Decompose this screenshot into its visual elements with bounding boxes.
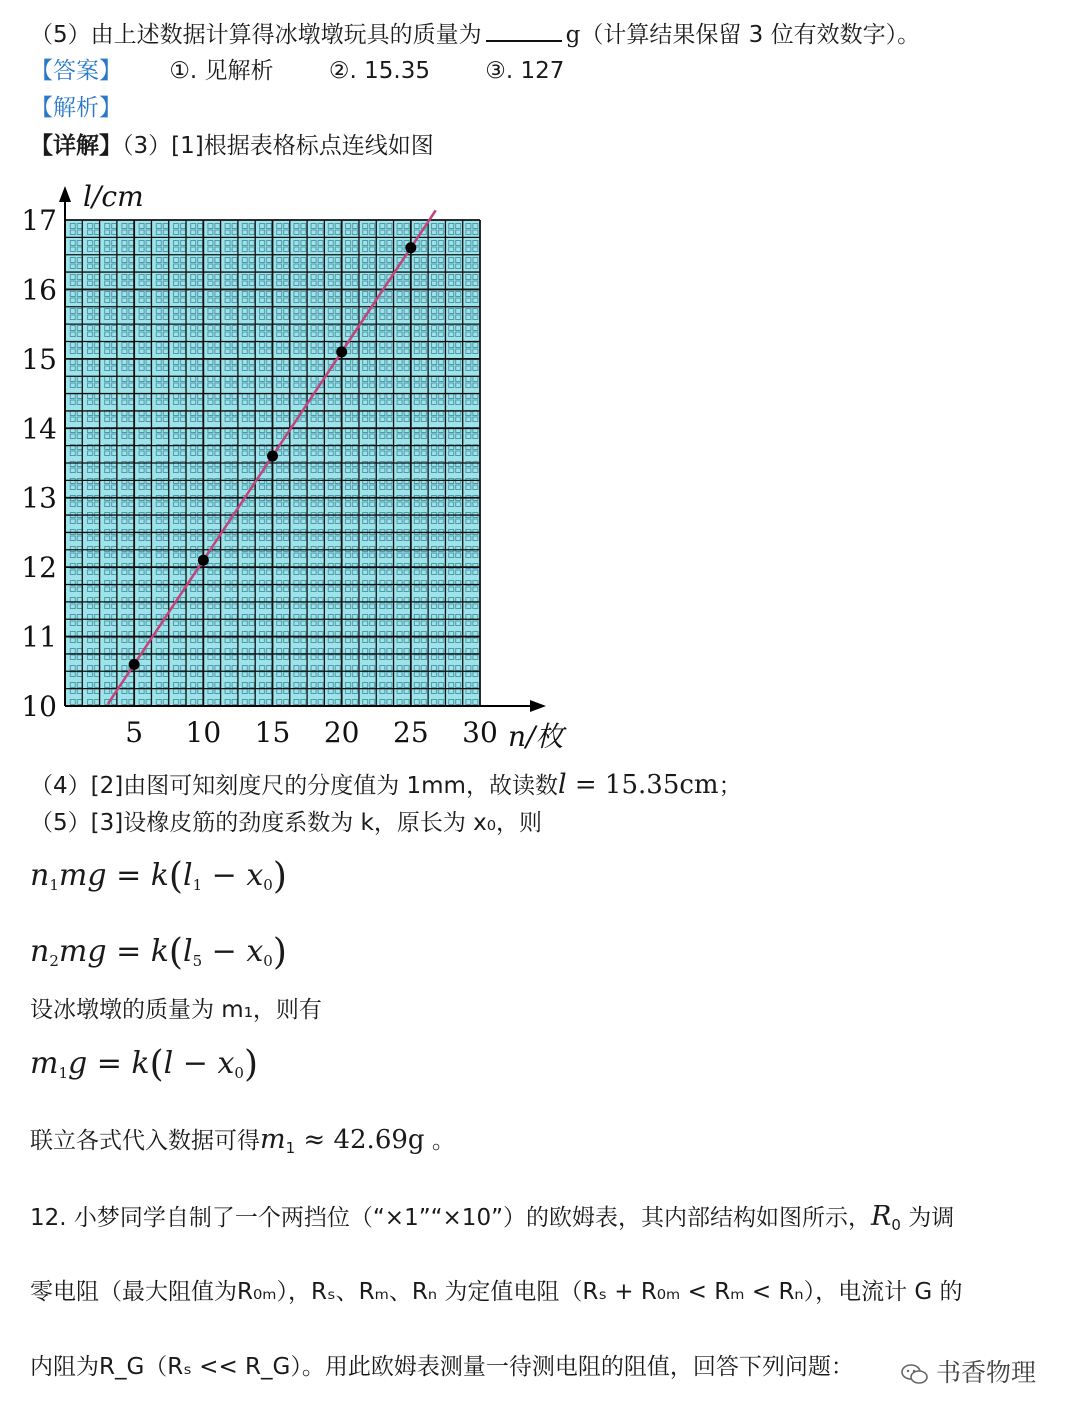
result-text: 联立各式代入数据可得 [30, 1128, 260, 1154]
equation-2 [30, 932, 287, 973]
eq1-x-sub: 0 [263, 876, 273, 894]
x-tick-label: 5 [125, 716, 144, 749]
q12-line-3: 内阻为R_G（Rₛ << R_G）。用此欧姆表测量一待测电阻的阻值，回答下列问题： [30, 1354, 854, 1380]
eq2-open: ( [168, 932, 183, 973]
detail-line [30, 131, 434, 161]
reading-value: = 15.35cm [566, 770, 719, 800]
x-tick-label: 15 [254, 716, 291, 749]
y-tick-label: 12 [21, 551, 57, 585]
eq3-minus-x: − x [173, 1046, 235, 1081]
q12-line-1 [30, 1202, 954, 1240]
q5-suffix: （计算结果保留 3 位有效数字）。 [580, 22, 921, 48]
eq3-open: ( [149, 1044, 164, 1085]
answer-line [30, 56, 564, 86]
result-var: m [260, 1124, 286, 1155]
eq3-x-sub: 0 [234, 1064, 244, 1082]
equation-1 [30, 856, 287, 897]
eq3-m: m [30, 1046, 59, 1081]
answer-1: ①. 见解析 [169, 58, 274, 84]
result-value: ≈ 42.69g [295, 1125, 425, 1155]
spring-length-chart [20, 178, 600, 758]
answer-2: ②. 15.35 [328, 58, 430, 84]
eq1-rest: mg = k [58, 858, 169, 893]
x-axis-arrow [530, 700, 546, 712]
eq2-close: ) [272, 932, 287, 973]
answer-label: 【答案】 [30, 58, 122, 84]
eq3-m-sub: 1 [58, 1064, 68, 1082]
y-tick-label: 11 [21, 620, 57, 654]
data-point [405, 242, 416, 253]
var-l: l [557, 769, 567, 800]
watermark [900, 1353, 1036, 1389]
q12-line1-end: 为调 [900, 1205, 955, 1231]
eq1-l: l [182, 858, 193, 893]
q12-r0-sub: 0 [891, 1216, 901, 1234]
eq2-n: n [30, 934, 50, 969]
part5-line: （5）[3]设橡皮筋的劲度系数为 k，原长为 x₀，则 [30, 810, 542, 836]
x-tick-label: 30 [462, 716, 498, 749]
y-axis-label: l/cm [83, 180, 144, 213]
x-tick-label: 20 [323, 716, 360, 749]
question-5-line [30, 18, 920, 50]
eq3-close: ) [243, 1044, 258, 1085]
analysis-label: 【解析】 [30, 95, 122, 121]
equation-3 [30, 1044, 258, 1085]
answer-blank [486, 18, 562, 42]
eq2-l: l [182, 934, 193, 969]
x-tick-label: 10 [185, 716, 222, 749]
y-tick-label: 14 [21, 412, 57, 446]
eq3-l: l [163, 1046, 174, 1081]
eq1-close: ) [272, 856, 287, 897]
data-point [129, 659, 140, 670]
q12-r0-var: R [871, 1201, 892, 1232]
y-tick-label: 13 [21, 481, 57, 515]
eq1-n: n [30, 858, 50, 893]
q5-prefix: （5）由上述数据计算得冰墩墩玩具的质量为 [30, 22, 482, 48]
data-point [198, 555, 209, 566]
y-tick-label: 17 [21, 204, 57, 237]
y-tick-label: 16 [21, 273, 57, 307]
q12-line1-text: 12. 小梦同学自制了一个两挡位（“×1”“×10”）的欧姆表，其内部结构如图所示， [30, 1205, 871, 1231]
eq2-l-sub: 5 [192, 952, 203, 970]
detail-label: 【详解】 [30, 133, 122, 159]
eq2-rest: mg = k [58, 934, 169, 969]
result-end: 。 [424, 1128, 455, 1154]
eq1-minus-x: − x [202, 858, 264, 893]
y-axis-arrow [59, 186, 71, 202]
part4-end: ； [718, 773, 742, 799]
watermark-text: 书香物理 [936, 1358, 1037, 1387]
part4-line [30, 770, 742, 801]
result-line [30, 1125, 455, 1163]
y-tick-label: 10 [21, 690, 57, 723]
eq2-x-sub: 0 [263, 952, 273, 970]
eq1-open: ( [168, 856, 183, 897]
eq3-rest: g = k [68, 1046, 150, 1081]
part4-text: （4）[2]由图可知刻度尺的分度值为 1mm，故读数 [30, 773, 558, 799]
eq2-minus-x: − x [202, 934, 264, 969]
mass-text: 设冰墩墩的质量为 m₁，则有 [30, 997, 322, 1023]
eq2-n-sub: 2 [49, 952, 59, 970]
eq1-n-sub: 1 [49, 876, 59, 894]
answer-3: ③. 127 [485, 58, 565, 84]
eq1-l-sub: 1 [192, 876, 203, 894]
q5-unit: g [565, 22, 581, 48]
result-var-sub: 1 [285, 1139, 296, 1157]
q12-line-2: 零电阻（最大阻值为R₀ₘ），Rₛ、Rₘ、Rₙ 为定值电阻（Rₛ + R₀ₘ < Rₘ < Rₙ），电流计 G 的 [30, 1279, 963, 1305]
data-point [336, 346, 347, 357]
y-tick-label: 15 [21, 342, 57, 376]
wechat-icon [900, 1363, 930, 1385]
x-tick-label: 25 [393, 716, 429, 749]
x-axis-label: n/枚 [508, 720, 564, 753]
detail-text: （3）[1]根据表格标点连线如图 [122, 133, 434, 159]
data-point [267, 451, 278, 462]
